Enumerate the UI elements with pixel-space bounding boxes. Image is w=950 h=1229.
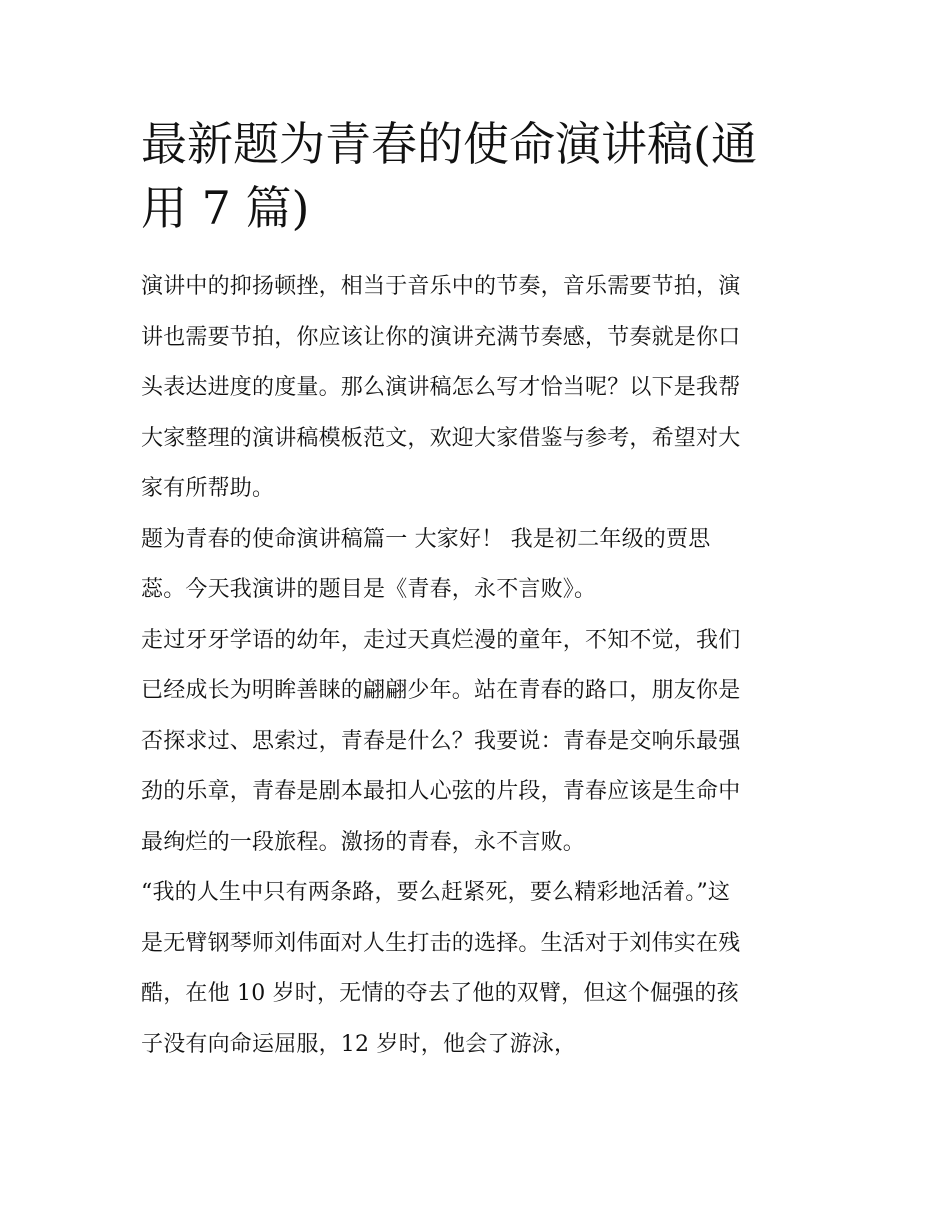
text-line: “我的人生中只有两条路，要么赶紧死，要么精彩地活着。”这 <box>141 880 731 905</box>
document-page <box>141 112 813 1070</box>
intro-paragraph <box>141 262 813 515</box>
liuwei-paragraph <box>141 868 813 1070</box>
text-line: 最绚烂的一段旅程。激扬的青春，永不言败。 <box>141 829 586 855</box>
text-line: 题为青春的使命演讲稿篇一 大家好！ 我是初二年级的贾思 <box>141 526 711 552</box>
text-line: 子没有向命运屈服，12 岁时，他会了游泳， <box>141 1031 577 1057</box>
text-line: 否探求过、思索过，青春是什么？我要说：青春是交响乐最强 <box>141 728 741 754</box>
text-line: 是无臂钢琴师刘伟面对人生打击的选择。生活对于刘伟实在残 <box>141 930 741 956</box>
text-line: 头表达进度的度量。那么演讲稿怎么写才恰当呢？以下是我帮 <box>141 375 741 400</box>
text-line: 蕊。今天我演讲的题目是《青春，永不言败》。 <box>141 577 597 602</box>
title-line: 用 7 篇) <box>141 181 310 235</box>
text-line: 讲也需要节拍，你应该让你的演讲充满节奏感，节奏就是你口 <box>141 324 741 350</box>
text-line: 家有所帮助。 <box>141 476 275 501</box>
text-line: 劲的乐章，青春是剧本最扣人心弦的片段，青春应该是生命中 <box>141 779 741 804</box>
text-line: 大家整理的演讲稿模板范文，欢迎大家借鉴与参考，希望对大 <box>141 425 741 451</box>
greeting-paragraph <box>141 515 813 616</box>
text-line: 走过牙牙学语的幼年，走过天真烂漫的童年，不知不觉，我们 <box>141 627 741 653</box>
youth-paragraph <box>141 616 813 869</box>
text-line: 已经成长为明眸善睐的翩翩少年。站在青春的路口，朋友你是 <box>141 678 741 703</box>
document-body <box>141 262 813 1070</box>
title-line: 最新题为青春的使命演讲稿(通 <box>141 117 757 171</box>
text-line: 酷，在他 10 岁时，无情的夺去了他的双臂，但这个倔强的孩 <box>141 981 739 1006</box>
document-title <box>141 112 813 240</box>
text-line: 演讲中的抑扬顿挫，相当于音乐中的节奏，音乐需要节拍，演 <box>141 274 741 299</box>
